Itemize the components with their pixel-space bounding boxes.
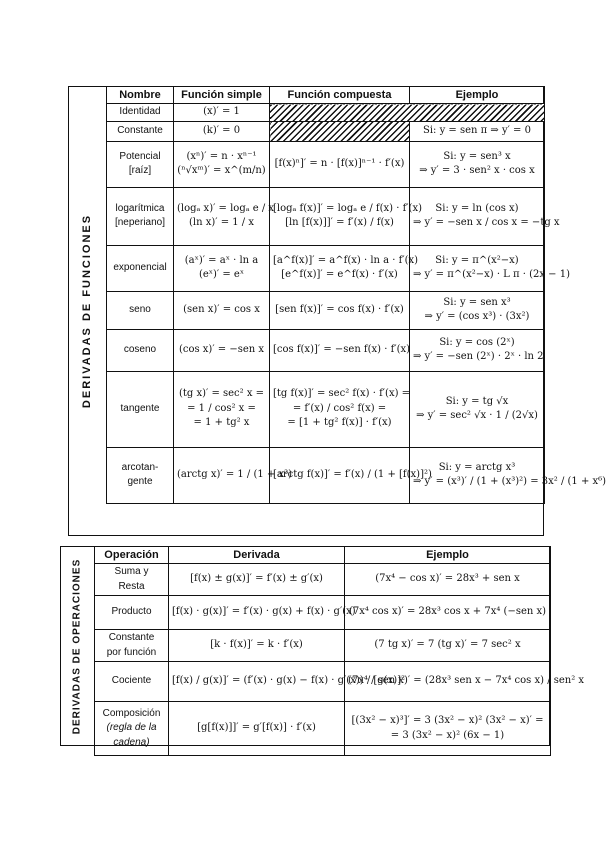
example bbox=[410, 141, 545, 187]
formula-line: (cos x)′ = −sen x bbox=[178, 343, 265, 355]
derivative-rule bbox=[169, 662, 406, 702]
column-header: Función simple bbox=[174, 87, 270, 104]
formula-line: Si: y = arctg x³ bbox=[438, 461, 516, 473]
formula-line: [f(x) ± g(x)]′ = f′(x) ± g′(x) bbox=[190, 573, 323, 585]
simple-derivative bbox=[174, 245, 270, 291]
formula-line: exponencial bbox=[113, 261, 167, 273]
operation-name bbox=[95, 564, 169, 596]
formula-line: Composición bbox=[102, 707, 161, 719]
formula-line: ⇒ y′ = (cos x³) · (3x²) bbox=[424, 311, 530, 322]
column-header: Derivada bbox=[169, 547, 345, 564]
simple-derivative bbox=[174, 104, 270, 122]
formula-line: ⇒ y′ = (x³)′ / (1 + (x³)²) = 3x² / (1 + x⁶) bbox=[413, 476, 606, 487]
formula-line: (7x⁴ / sen x)′ = (28x³ sen x − 7x⁴ cos x) / sen² x bbox=[348, 675, 585, 687]
formula-line: ⇒ y′ = −sen x / cos x = −tg x bbox=[413, 217, 560, 228]
table-row bbox=[107, 141, 545, 187]
operation-name bbox=[95, 596, 169, 630]
column-header: Ejemplo bbox=[410, 87, 545, 104]
table-row bbox=[95, 630, 551, 662]
formula-line: [cos f(x)]′ = −sen f(x) · f′(x) bbox=[273, 343, 411, 355]
formula-line: (ⁿ√xᵐ)′ = x^(m/n) bbox=[177, 165, 266, 176]
composite-derivative bbox=[270, 121, 410, 141]
composite-derivative bbox=[270, 329, 410, 371]
example bbox=[410, 121, 545, 141]
table-row bbox=[107, 329, 545, 371]
formula-line: Resta bbox=[118, 580, 145, 592]
example bbox=[410, 447, 606, 503]
function-name bbox=[107, 291, 174, 329]
formula-line: (k)′ = 0 bbox=[202, 124, 241, 136]
table-row bbox=[107, 187, 545, 245]
derivadas-operaciones-title: DERIVADAS DE OPERACIONES bbox=[71, 558, 83, 734]
formula-line: = 1 / cos² x = bbox=[187, 402, 256, 414]
example bbox=[345, 662, 585, 702]
composite-derivative bbox=[270, 447, 432, 503]
formula-line: Constante bbox=[117, 124, 163, 136]
formula-line: Cociente bbox=[111, 675, 152, 687]
table-row bbox=[95, 564, 551, 596]
formula-line: [g[f(x)]]′ = g′[f(x)] · f′(x) bbox=[197, 722, 316, 734]
formula-line: Identidad bbox=[119, 106, 161, 117]
simple-derivative bbox=[174, 141, 270, 187]
formula-line: = [1 + tg² f(x)] · f′(x) bbox=[287, 417, 392, 429]
derivadas-funciones-table bbox=[106, 86, 606, 504]
example bbox=[410, 291, 545, 329]
column-header: Función compuesta bbox=[270, 87, 410, 104]
composite-derivative bbox=[270, 291, 410, 329]
formula-line: seno bbox=[129, 303, 151, 315]
example bbox=[410, 245, 571, 291]
table-row bbox=[107, 447, 545, 503]
formula-line: [f(x) / g(x)]′ = (f′(x) · g(x) − f(x) · g′(x)) / [g(x)]² bbox=[172, 675, 406, 687]
formula-line: = 3 (3x² − x)² (6x − 1) bbox=[390, 729, 505, 741]
simple-derivative bbox=[174, 447, 293, 503]
example bbox=[345, 596, 551, 630]
derivative-rule bbox=[169, 564, 345, 596]
formula-line: [f(x) · g(x)]′ = f′(x) · g(x) + f(x) · g′(x) bbox=[172, 606, 356, 618]
derivative-rule bbox=[169, 630, 345, 662]
formula-line: ⇒ y′ = −sen (2ˣ) · 2ˣ · ln 2 bbox=[413, 351, 544, 362]
formula-line: (7 tg x)′ = 7 (tg x)′ = 7 sec² x bbox=[374, 639, 521, 651]
formula-line: (sen x)′ = cos x bbox=[183, 303, 260, 315]
composite-derivative bbox=[270, 141, 410, 187]
operation-name bbox=[95, 702, 169, 756]
formula-line: (aˣ)′ = aˣ · ln a bbox=[184, 254, 259, 266]
formula-line: Si: y = ln (cos x) bbox=[435, 202, 519, 214]
formula-line: [sen f(x)]′ = cos f(x) · f′(x) bbox=[275, 303, 404, 315]
formula-line: Suma y bbox=[114, 566, 149, 577]
formula-line: por función bbox=[106, 646, 157, 658]
composite-derivative bbox=[270, 245, 419, 291]
table-row bbox=[95, 596, 551, 630]
formula-line: (7x⁴ − cos x)′ = 28x³ + sen x bbox=[375, 573, 520, 585]
example bbox=[410, 371, 545, 447]
formula-line: [k · f(x)]′ = k · f′(x) bbox=[210, 639, 303, 651]
table-row bbox=[95, 662, 551, 702]
example bbox=[345, 564, 551, 596]
formula-line: Si: y = sen³ x bbox=[443, 150, 511, 162]
function-name bbox=[107, 329, 174, 371]
formula-line: Constante bbox=[108, 632, 155, 643]
simple-derivative bbox=[174, 329, 270, 371]
formula-line: (ln x)′ = 1 / x bbox=[189, 217, 254, 228]
function-name bbox=[107, 104, 174, 122]
formula-line: Producto bbox=[111, 606, 152, 618]
formula-line: Si: y = sen π ⇒ y′ = 0 bbox=[423, 124, 531, 136]
table-row bbox=[107, 121, 545, 141]
formula-line: ⇒ y′ = π^(x²−x) · L π · (2x − 1) bbox=[413, 269, 571, 280]
formula-line: (7x⁴ cos x)′ = 28x³ cos x + 7x⁴ (−sen x) bbox=[348, 606, 547, 618]
formula-line: gente bbox=[127, 476, 153, 487]
function-name bbox=[107, 141, 174, 187]
formula-line: [e^f(x)]′ = e^f(x) · f′(x) bbox=[281, 269, 398, 280]
formula-line: [f(x)ⁿ]′ = n · [f(x)]ⁿ⁻¹ · f′(x) bbox=[274, 157, 405, 169]
function-name bbox=[107, 245, 174, 291]
simple-derivative bbox=[174, 371, 270, 447]
column-header: Ejemplo bbox=[345, 547, 551, 564]
derivadas-funciones-title: DERIVADAS DE FUNCIONES bbox=[81, 213, 93, 409]
derivative-rule bbox=[169, 596, 356, 630]
formula-line: Si: y = tg √x bbox=[445, 395, 509, 407]
table-row bbox=[107, 245, 545, 291]
example bbox=[410, 187, 560, 245]
formula-line: (regla de la bbox=[106, 722, 157, 734]
formula-line: (arctg x)′ = 1 / (1 + x²) bbox=[177, 468, 293, 480]
formula-line: coseno bbox=[123, 343, 157, 355]
formula-line: Potencial bbox=[119, 150, 161, 162]
formula-line: Si: y = π^(x²−x) bbox=[435, 254, 519, 266]
formula-line: = f′(x) / cos² f(x) = bbox=[292, 402, 387, 414]
simple-derivative bbox=[174, 187, 275, 245]
hatched-cell bbox=[270, 104, 545, 122]
function-name bbox=[107, 121, 174, 141]
formula-line: [logₐ f(x)]′ = logₐ e / f(x) · f′(x) bbox=[273, 202, 423, 214]
formula-line: [raíz] bbox=[128, 165, 152, 176]
formula-line: = 1 + tg² x bbox=[193, 417, 250, 429]
formula-line: [arctg f(x)]′ = f′(x) / (1 + [f(x)]²) bbox=[273, 468, 432, 480]
formula-line: [ln [f(x)]]′ = f′(x) / f(x) bbox=[285, 217, 394, 228]
formula-line: (xⁿ)′ = n · xⁿ⁻¹ bbox=[186, 150, 257, 162]
composite-derivative bbox=[270, 187, 423, 245]
column-header: Operación bbox=[95, 547, 169, 564]
formula-line: logarítmica bbox=[115, 202, 165, 214]
function-name bbox=[107, 447, 174, 503]
simple-derivative bbox=[174, 121, 270, 141]
formula-line: arcotan- bbox=[121, 461, 159, 473]
header-row bbox=[95, 547, 551, 564]
derivative-rule bbox=[169, 702, 345, 756]
formula-line: (x)′ = 1 bbox=[203, 106, 240, 117]
formula-line: (logₐ x)′ = logₐ e / x bbox=[177, 202, 275, 214]
table-row bbox=[107, 104, 545, 122]
example bbox=[345, 702, 551, 756]
example bbox=[410, 329, 545, 371]
formula-line: ⇒ y′ = 3 · sen² x · cos x bbox=[419, 165, 535, 176]
formula-line: tangente bbox=[120, 402, 160, 414]
formula-line: [tg f(x)]′ = sec² f(x) · f′(x) = bbox=[273, 388, 411, 400]
formula-line: (eˣ)′ = eˣ bbox=[198, 269, 245, 280]
formula-line: Si: y = cos (2ˣ) bbox=[439, 336, 515, 348]
column-header: Nombre bbox=[107, 87, 174, 104]
table-row bbox=[107, 371, 545, 447]
formula-line: (tg x)′ = sec² x = bbox=[178, 388, 265, 400]
formula-line: Si: y = sen x³ bbox=[443, 296, 511, 308]
header-row bbox=[107, 87, 545, 104]
table-row bbox=[107, 291, 545, 329]
function-name bbox=[107, 371, 174, 447]
operation-name bbox=[95, 630, 169, 662]
simple-derivative bbox=[174, 291, 270, 329]
formula-line: ⇒ y′ = sec² √x · 1 / (2√x) bbox=[416, 410, 538, 421]
function-name bbox=[107, 187, 174, 245]
derivadas-operaciones-table bbox=[94, 546, 585, 756]
formula-line: cadena) bbox=[113, 736, 150, 748]
formula-line: [(3x² − x)³]′ = 3 (3x² − x)² (3x² − x)′ = bbox=[351, 715, 544, 726]
operation-name bbox=[95, 662, 169, 702]
composite-derivative bbox=[270, 371, 410, 447]
formula-line: [neperiano] bbox=[114, 217, 166, 228]
formula-line: [a^f(x)]′ = a^f(x) · ln a · f′(x) bbox=[273, 254, 419, 266]
table-row bbox=[95, 702, 551, 756]
example bbox=[345, 630, 551, 662]
